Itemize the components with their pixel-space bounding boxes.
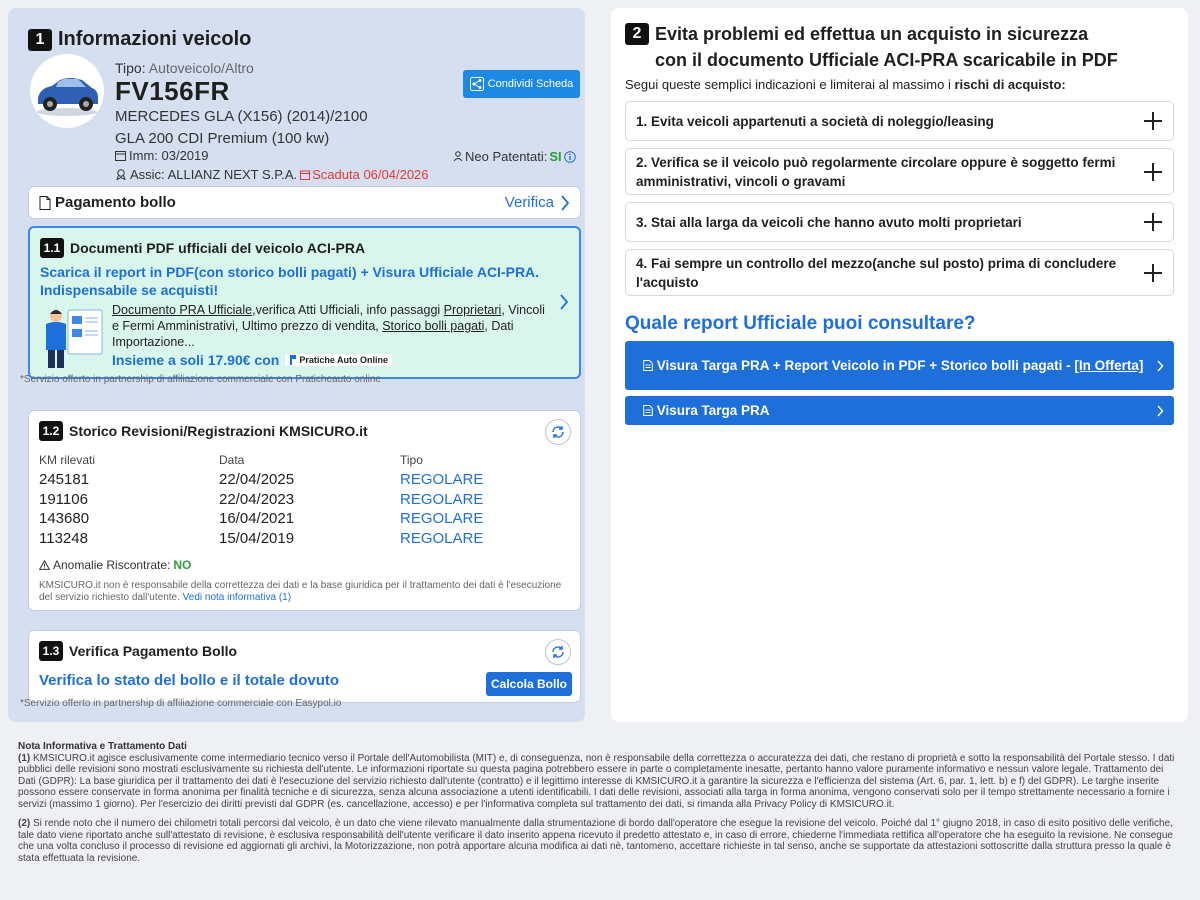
bollo-check-card [28,630,581,703]
aci-promo-text: Scarica il report in PDF(con storico bolli pagati) + Visura Ufficiale ACI-PRA. Indispensabile se acquisti! [40,264,540,298]
anomalies-status: Anomalie Riscontrate: NO [39,558,191,572]
tips-title: 2 Evita problemi ed effettua un acquisto in sicurezza con il documento Ufficiale ACI-PRA scaricabile in PDF [625,22,1175,74]
calcola-bollo-button[interactable]: Calcola Bollo [486,672,572,696]
warning-icon [39,560,50,570]
bollo-check-subtitle: Verifica lo stato del bollo e il totale dovuto [39,672,340,689]
table-row [39,470,559,490]
section-number-badge: 1 [28,29,52,51]
km-history-card [28,410,581,611]
revision-type: REGOLARE [400,490,484,508]
share-button[interactable]: Condividi Scheda [463,70,580,98]
document-icon [39,196,51,210]
km-table-header [39,453,559,467]
document-icon [643,405,653,416]
accordion-item[interactable]: 4. Fai sempre un controllo del mezzo(anche sul posto) prima di concludere l'acquisto [625,249,1174,296]
km-disclaimer: KMSICURO.it non è responsabile della correttezza dei dati e la base giuridica per il trattamento dei dati è l'esecuzione del servizio richiesto dall'utente. Vedi nota informativa (1) [39,580,562,603]
table-row [39,509,559,529]
report-section-title: Quale report Ufficiale puoi consultare? [625,313,976,334]
km-value: 245181 [39,471,90,488]
insurance-info: Assic: ALLIANZ NEXT S.P.A. Scaduta 06/04/2026 [115,167,429,182]
column-header-km: KM rilevati [39,453,96,467]
bollo-check-header [39,641,237,661]
revision-date: 15/04/2019 [219,529,295,547]
license-plate: FV156FR [115,76,230,106]
info-icon[interactable] [564,151,576,163]
logo-mark-icon [289,355,297,365]
tips-intro: Segui queste semplici indicazioni e limiterai al massimo i rischi di acquisto: [625,77,1066,92]
column-header-data: Data [219,453,245,467]
bollo-check-title: Verifica Pagamento Bollo [69,643,238,659]
accordion-item[interactable]: 1. Evita veicoli appartenuti a società di noleggio/leasing [625,101,1174,141]
calendar-icon [300,170,310,180]
report-full-button[interactable]: Visura Targa PRA + Report Veicolo in PDF + Storico bolli pagati - [In Offerta] [625,341,1174,390]
disclaimer-link[interactable]: Vedi nota informativa (1) [182,592,292,603]
section-number-badge: 1.1 [40,238,64,258]
plus-icon [1143,162,1163,182]
neo-patentati: Neo Patentati: SI [453,149,576,164]
link-storico-bolli[interactable]: Storico bolli pagati [382,319,485,333]
vehicle-version: GLA 200 CDI Premium (100 kw) [115,130,330,147]
footer-note-1: (1) KMSICURO.it agisce esclusivamente come intermediario tecnico verso il Portale dell'Automobilista (MIT) e, di conseguenza, non è responsabile della correttezza o accuratezza dei dati, che restano di proprietà e sotto la responsabilità del Portale stesso. I dati pubblici delle revisioni sono mostrati esclusivamente su richiesta dell'utente. Le informazioni riportate su questa pagina potrebbero essere in parte o completamente inesatte, pertanto hanno valore puramente informativo e nessun valore legale. Trattamento dei Dati (GDPR): La base giuridica per il trattamento dei dati è l'esecuzione del servizio richiesto dall'utente (contratto) e il legittimo interesse di KMSICURO.it a garantire la sicurezza e l'efficienza del sistema (Art. 6, par. 1, lett. b) e f) del GDPR). Le targhe inserite possono essere conservate in forma anonima per finalità tecniche e di sicurezza, senza alcuna associazione a utenti identificabili. I dati delle revisioni, associati alla targa in forma anonima, vengono conservati solo per il tempo strettamente necessario a fornire i servizi (massimo 1 giorno). Per l'esercizio dei diritti previsti dal GDPR (es. cancellazione, accesso) e per l'informativa completa sul trattamento dei dati, si rimanda alla Privacy Policy di KMSICURO.it. [18,752,1175,810]
footer-note-2: (2) Si rende noto che il numero dei chilometri totali percorsi dal veicolo, è un dato che viene rilevato manualmente dalla strumentazione di bordo dall'operatore che esegue la revisione del veicolo. Poiché dal 1° giugno 2018, in caso di esito positivo delle verifiche, tale dato viene riportato anche sull'attestato di revisione, è esclusiva responsabilità dell'utente verificare il dato inserito appena ricevuto il predetto attestato e, in caso di errore, chiederne l'immediata rettifica all'operatore che ha eseguito la revisione. Ne consegue che una volta concluso il processo di revisione ed aggiornati gli archivi, la Motorizzazione, non potrà apportare alcuna modifica ai dati nè, tantomeno, accettare richieste in tal senso, anche se supportate da attestazioni sottoscritte dalla struttura presso la quale è stata effettuata la revisione. [18,818,1173,864]
chevron-right-icon [560,195,570,211]
vehicle-info-panel [8,8,585,722]
plus-icon [1143,212,1163,232]
aci-price: Insieme a soli 17.90€ con Pratiche Auto Online [112,352,392,368]
vehicle-type: Tipo: Autoveicolo/Altro [115,60,254,76]
calendar-icon [115,150,126,161]
km-table [39,453,559,548]
section-number-badge: 2 [625,23,649,45]
table-row [39,490,559,510]
chevron-right-icon [559,294,569,310]
accordion-item[interactable]: 3. Stai alla larga da veicoli che hanno avuto molti proprietari [625,202,1174,242]
link-proprietari[interactable]: Proprietari [443,303,502,317]
revision-date: 22/04/2025 [219,471,295,488]
bollo-verify-link[interactable]: Verifica [505,194,570,211]
km-value: 113248 [39,529,88,547]
aci-pra-documents-card[interactable] [28,226,581,379]
offer-label: [In Offerta] [1074,358,1144,373]
revision-type: REGOLARE [400,510,484,527]
bollo-refresh-button[interactable] [545,639,571,665]
pratiche-auto-logo: Pratiche Auto Online [285,354,392,366]
table-row [39,529,559,549]
plus-icon [1143,111,1163,131]
revision-type: REGOLARE [400,529,484,547]
km-card-title: Storico Revisioni/Registrazioni KMSICURO.it [69,423,368,439]
person-illustration-icon [38,302,108,372]
purchase-tips-panel [611,8,1188,722]
insurance-icon [115,169,127,180]
car-avatar [30,54,104,128]
document-icon [643,360,653,371]
footer-title: Nota Informativa e Trattamento Dati [18,741,187,752]
section-number-badge: 1.3 [39,641,63,661]
car-icon [30,54,104,128]
user-icon [453,151,463,162]
vehicle-model: MERCEDES GLA (X156) (2014)/2100 [115,108,368,125]
vehicle-info-header [28,28,251,51]
aci-card-chevron[interactable] [559,294,569,315]
km-refresh-button[interactable] [545,419,571,445]
share-icon [470,77,484,91]
chevron-right-icon [1156,405,1164,417]
registration-date: Imm: 03/2019 [115,148,209,163]
km-value: 191106 [39,490,88,508]
plus-icon [1143,263,1163,283]
accordion-item[interactable]: 2. Verifica se il veicolo può regolarmente circolare oppure è soggetto fermi amministrativi, vincoli o gravami [625,148,1174,195]
section-number-badge: 1.2 [39,421,63,441]
column-header-tipo: Tipo [400,453,423,467]
revision-date: 16/04/2021 [219,510,295,527]
aci-description: Documento PRA Ufficiale,verifica Atti Ufficiali, info passaggi Proprietari, Vincoli e Fermi Amministrativi, Ultimo prezzo di vendita, Storico bolli pagati, Dati Importazione... [112,303,545,349]
aci-card-title: Documenti PDF ufficiali del veicolo ACI-PRA [70,240,366,256]
section-title: Informazioni veicolo [58,28,252,50]
report-visura-button[interactable]: Visura Targa PRA [625,396,1174,425]
refresh-icon [551,425,565,439]
aci-partner-note: *Servizio offerto in partnership di affiliazione commerciale con Praticheauto online [20,374,381,385]
privacy-footer [18,741,1180,864]
link-documento-pra[interactable]: Documento PRA Ufficiale [112,303,253,317]
km-value: 143680 [39,510,90,527]
aci-card-header [40,238,365,258]
easypol-partner-note: *Servizio offerto in partnership di affiliazione commerciale con Easypol.io [20,698,342,709]
revision-date: 22/04/2023 [219,490,295,508]
bollo-label: Pagamento bollo [55,194,176,211]
chevron-right-icon [1156,360,1164,372]
refresh-icon [551,645,565,659]
revision-type: REGOLARE [400,471,484,488]
insurance-expiry: Scaduta 06/04/2026 [300,167,428,182]
km-card-header [39,421,368,441]
bollo-payment-row[interactable] [28,186,581,219]
